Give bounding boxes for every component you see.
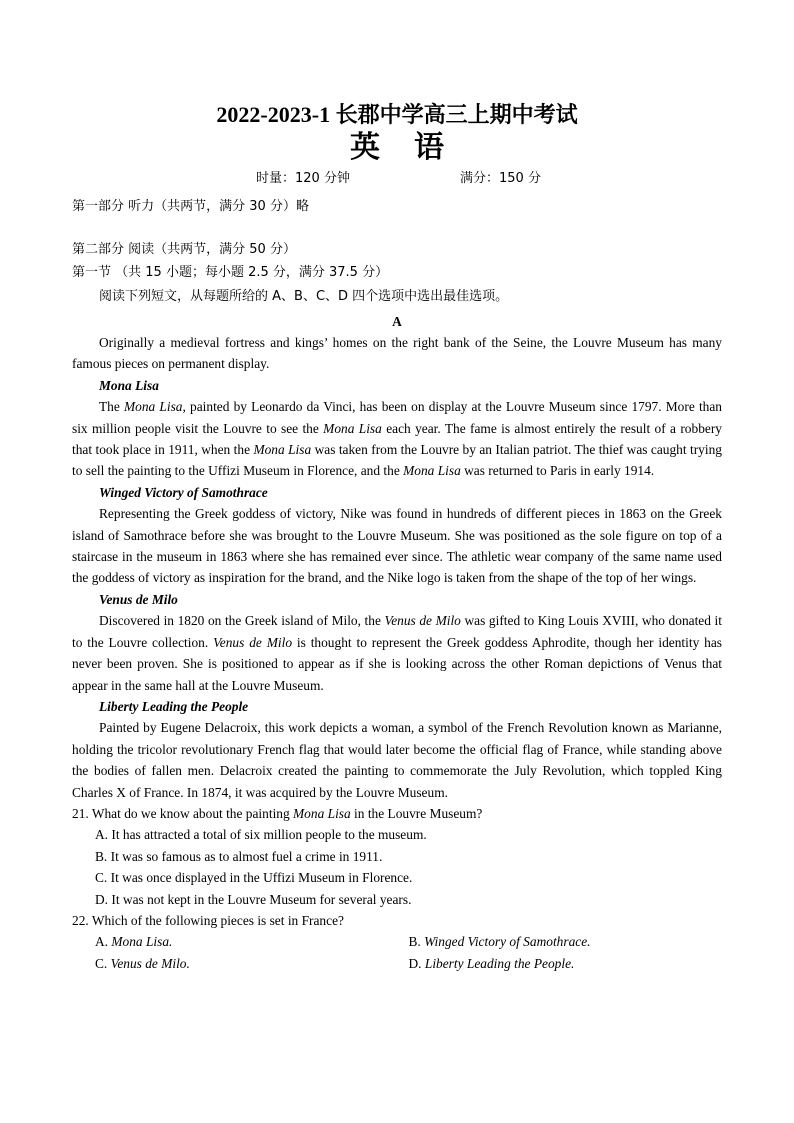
heading-winged-victory: Winged Victory of Samothrace bbox=[99, 484, 268, 500]
option-21-d: D. It was not kept in the Louvre Museum for several years. bbox=[95, 891, 412, 907]
question-21: 21. What do we know about the painting Mona Lisa in the Louvre Museum? bbox=[72, 805, 483, 821]
passage-intro: Originally a medieval fortress and kings’ homes on the right bank of the Seine, the Louvre Museum has many famous pieces on permanent display. bbox=[72, 335, 722, 372]
option-21-b: B. It was so famous as to almost fuel a crime in 1911. bbox=[95, 848, 383, 864]
paragraph-winged-victory: Representing the Greek goddess of victory, Nike was found in hundreds of different pieces in 1863 on the Greek island of Samothrace before she was brought to the Louvre Museum. She was positioned as the sole figure on top of a staircase in the museum in 1863 where she has remained ever since. The athletic wear company of the same name used the goddess of victory as inspiration for the brand, and the Nike logo is taken from the shape of the top of her wings. bbox=[72, 506, 722, 586]
full-score: 满分：150 分 bbox=[460, 171, 541, 186]
option-22-b: B. Winged Victory of Samothrace. bbox=[408, 934, 591, 950]
section1-heading: 第一节 （共 15 小题；每小题 2.5 分，满分 37.5 分） bbox=[72, 265, 389, 280]
subject-title: 英语 bbox=[350, 131, 478, 164]
heading-venus-de-milo: Venus de Milo bbox=[99, 591, 178, 607]
heading-mona-lisa: Mona Lisa bbox=[99, 377, 159, 393]
option-22-a: A. Mona Lisa. bbox=[95, 934, 173, 950]
paragraph-mona-lisa: The Mona Lisa, painted by Leonardo da Vinci, has been on display at the Louvre Museum since 1797. More than six million people visit the Louvre to see the Mona Lisa each year. The fame is almost entirely the result of a robbery that took place in 1911, when the Mona Lisa was taken from the Louvre by an Italian patriot. The thief was caught trying to sell the painting to the Uffizi Museum in Florence, and the Mona Lisa was returned to Paris in early 1914. bbox=[72, 399, 722, 479]
paragraph-liberty: Painted by Eugene Delacroix, this work depicts a woman, a symbol of the French Revolution known as Marianne, holding the tricolor revolutionary French flag that would later become the official flag of France, while standing above the bodies of fallen men. Delacroix created the painting to commemorate the July Revolution, which toppled King Charles X of France. In 1874, it was acquired by the Louvre Museum. bbox=[72, 720, 722, 800]
option-22-c: C. Venus de Milo. bbox=[95, 955, 190, 971]
option-21-a: A. It has attracted a total of six million people to the museum. bbox=[95, 827, 427, 843]
options-22-row2 bbox=[72, 953, 722, 974]
part2-heading: 第二部分 阅读（共两节，满分 50 分） bbox=[72, 242, 296, 257]
part1-heading: 第一部分 听力（共两节，满分 30 分）略 bbox=[72, 199, 309, 214]
options-22-row1 bbox=[72, 931, 722, 952]
option-21-c: C. It was once displayed in the Uffizi Museum in Florence. bbox=[95, 870, 413, 886]
option-22-d: D. Liberty Leading the People. bbox=[408, 955, 575, 971]
passage-content bbox=[72, 313, 723, 974]
passage-letter: A bbox=[392, 313, 402, 329]
question-22: 22. Which of the following pieces is set in France? bbox=[72, 912, 344, 928]
exam-title: 2022-2023-1 长郡中学高三上期中考试 bbox=[216, 102, 578, 127]
heading-liberty: Liberty Leading the People bbox=[99, 698, 249, 714]
paragraph-venus-de-milo: Discovered in 1820 on the Greek island of Milo, the Venus de Milo was gifted to King Louis XVIII, who donated it to the Louvre collection. Venus de Milo is thought to represent the Greek goddess Aphrodite, though her identity has never been proven. She is positioned to appear as if she is looking across the other Roman depictions of Venus that appear in the same hall at the Louvre Museum. bbox=[72, 613, 723, 693]
instruction: 阅读下列短文，从每题所给的 A、B、C、D 四个选项中选出最佳选项。 bbox=[99, 289, 509, 304]
time-limit: 时量：120 分钟 bbox=[256, 171, 350, 186]
